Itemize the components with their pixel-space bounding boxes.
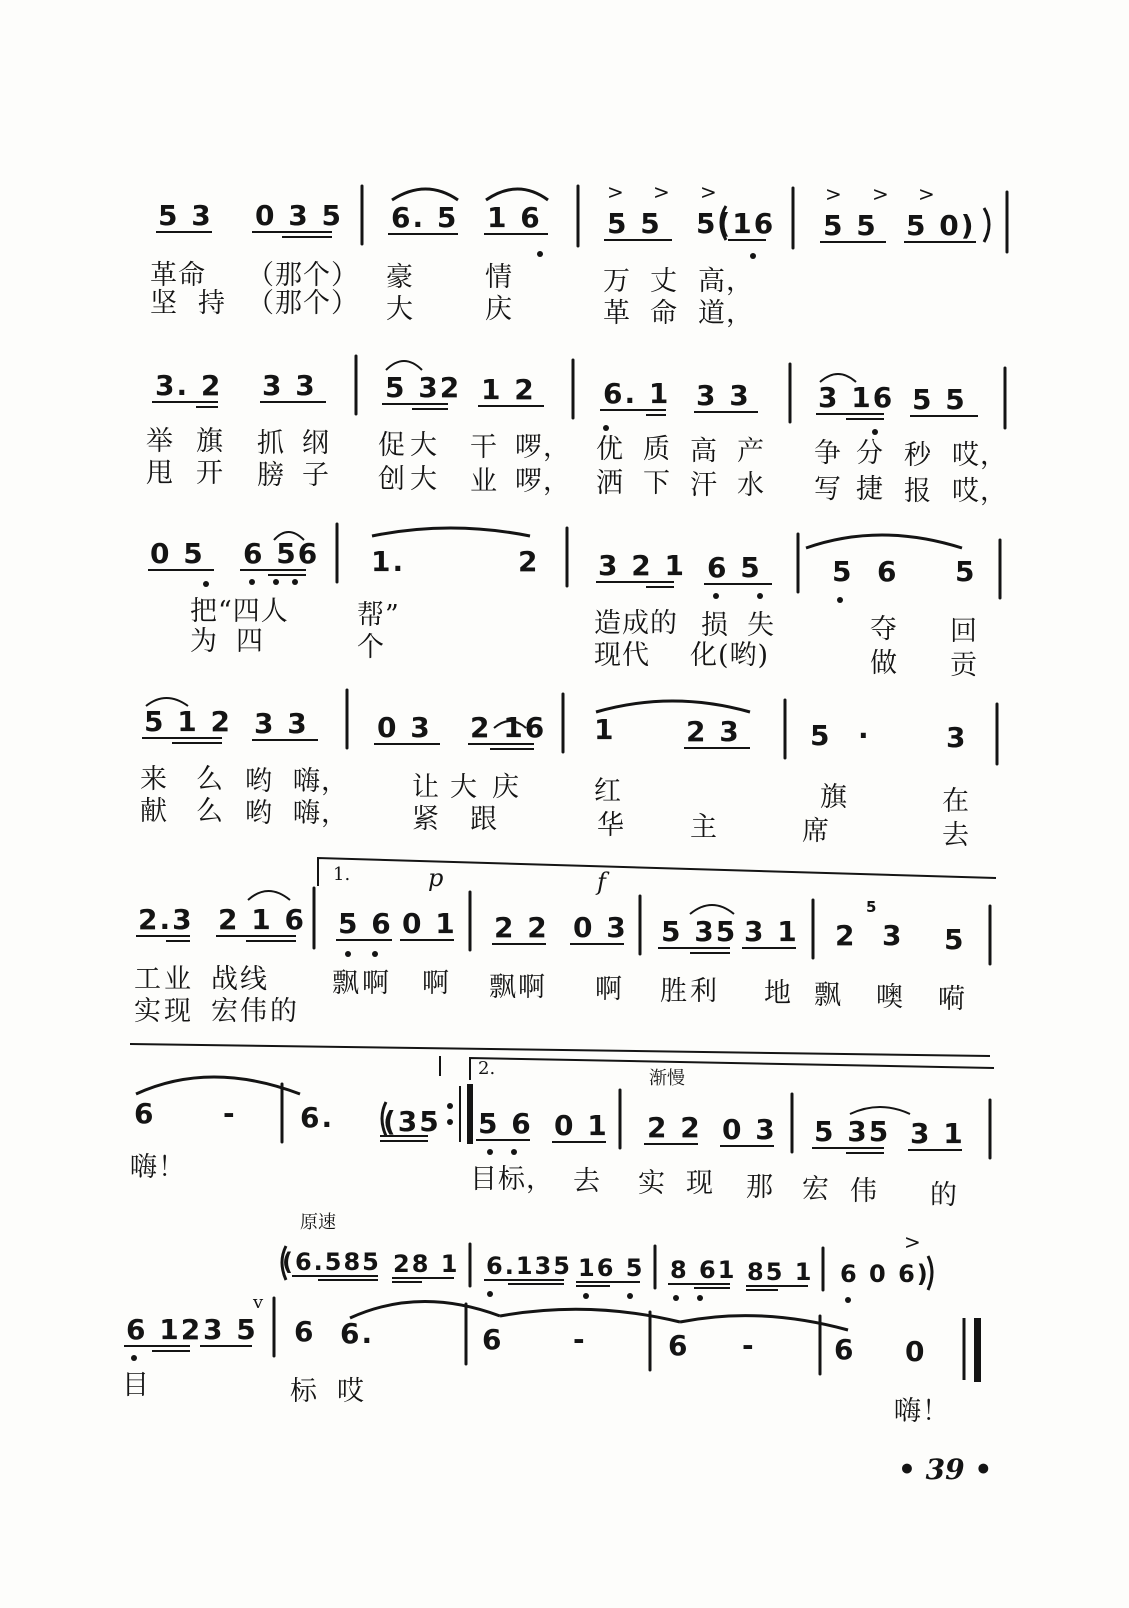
lyric: 么 bbox=[196, 796, 224, 827]
note-group: 0 5 bbox=[150, 537, 205, 570]
lyric: 报 bbox=[904, 476, 932, 507]
breath-mark: v bbox=[253, 1292, 264, 1313]
note-group: 0 1 bbox=[554, 1109, 609, 1142]
note-group: 5 5 bbox=[912, 383, 967, 416]
lyric: 汗 bbox=[690, 470, 718, 501]
lyric: 子 bbox=[302, 460, 330, 491]
note-group: 3 1 bbox=[910, 1117, 965, 1150]
lyric: 在 bbox=[942, 786, 970, 817]
lyric: 争 bbox=[814, 438, 842, 469]
note-group: - bbox=[223, 1097, 237, 1130]
lyric: 为 bbox=[190, 626, 218, 657]
note-group: (6.585 bbox=[282, 1248, 381, 1276]
note-group: 0 bbox=[905, 1335, 927, 1368]
note-group: 6 bbox=[134, 1097, 156, 1130]
lyric: 失 bbox=[747, 610, 775, 641]
note-group: 0 3 bbox=[573, 911, 628, 944]
lyric: 紧 bbox=[412, 804, 440, 835]
lyric: 献 bbox=[140, 796, 168, 827]
lyric: 实 bbox=[134, 996, 162, 1027]
note-group: 1 2 bbox=[481, 373, 536, 406]
lyric: 开 bbox=[196, 458, 224, 489]
accent-mark: > bbox=[904, 1230, 921, 1254]
lyric: 丈 bbox=[650, 266, 678, 297]
lyric: 豪 bbox=[386, 262, 414, 293]
lyric: 大 bbox=[450, 772, 478, 803]
lyric: 回 bbox=[950, 616, 978, 647]
note-group: 1 bbox=[594, 713, 616, 746]
note-group: 2 bbox=[518, 545, 540, 578]
note-group: (35 bbox=[383, 1105, 441, 1138]
note-group: 0 3 5 bbox=[255, 199, 343, 232]
lyric: 哎 bbox=[337, 1376, 365, 1407]
lyric: 纲 bbox=[302, 428, 330, 459]
lyric: 高， bbox=[698, 266, 754, 297]
note-group: 3 5 bbox=[203, 1313, 258, 1346]
lyric: 战 bbox=[211, 964, 239, 995]
lyric: 高 bbox=[690, 436, 718, 467]
lyric: 革 bbox=[603, 298, 631, 329]
tempo-mark: 渐慢 bbox=[649, 1068, 685, 1089]
note-group: 3 3 bbox=[696, 379, 751, 412]
note-group: 2 2 bbox=[494, 911, 549, 944]
lyric: 下 bbox=[643, 468, 671, 499]
note-group: 3 3 bbox=[254, 707, 309, 740]
lyric: 那 bbox=[746, 1172, 774, 1203]
note-group: 0 3 bbox=[377, 711, 432, 744]
note-group: 5(16 bbox=[696, 207, 776, 240]
note-group: 5 bbox=[832, 555, 854, 588]
lyric: 情 bbox=[485, 262, 513, 293]
lyric: 贡 bbox=[950, 650, 978, 681]
lyric: 胜 bbox=[660, 976, 688, 1007]
note-group: 6. 5 bbox=[391, 201, 459, 234]
accent-mark: > bbox=[872, 182, 889, 206]
lyric: 席 bbox=[802, 816, 830, 847]
note-group: 5 6 bbox=[338, 907, 393, 940]
lyric: 去 bbox=[573, 1166, 601, 1197]
lyric: 利 bbox=[690, 976, 718, 1007]
note-group: 6. bbox=[340, 1317, 375, 1350]
dynamic-mark: p bbox=[428, 864, 444, 892]
note-group: 6 56 bbox=[243, 537, 320, 570]
lyric: 庆 bbox=[485, 294, 513, 325]
lyric: 实 bbox=[638, 1168, 666, 1199]
lyric: 伟 bbox=[240, 996, 268, 1027]
lyric: 洒 bbox=[596, 468, 624, 499]
lyric: 把“四人 bbox=[190, 596, 289, 627]
note-group: 5 0) bbox=[906, 209, 976, 242]
barlines bbox=[274, 182, 1007, 1374]
lyric: 哎， bbox=[952, 440, 1008, 471]
lyric: 标 bbox=[290, 1376, 318, 1407]
note-group: 3 bbox=[882, 919, 904, 952]
lyric: 去 bbox=[942, 820, 970, 851]
lyric: 飘 bbox=[332, 968, 360, 999]
lyric: 造成的 bbox=[594, 608, 678, 639]
lyric: 的 bbox=[270, 996, 298, 1027]
accent-mark: > bbox=[700, 180, 717, 204]
volta-label: 1. bbox=[333, 864, 351, 885]
lyric: 膀 bbox=[257, 460, 285, 491]
note-group: 6 bbox=[294, 1315, 316, 1348]
lyric: 产 bbox=[737, 436, 765, 467]
lyric: 主 bbox=[690, 812, 718, 843]
note-group: 2 1 6 bbox=[218, 903, 306, 936]
note-group: 6. bbox=[300, 1101, 335, 1134]
lyric: 哎， bbox=[952, 476, 1008, 507]
lyric: 创 bbox=[378, 464, 406, 495]
lyric: 大 bbox=[410, 430, 438, 461]
lyric: 嗨， bbox=[293, 798, 349, 829]
note-group: 2.3 bbox=[138, 903, 194, 936]
dynamic-mark: f bbox=[597, 868, 606, 896]
lyric: 让 bbox=[412, 772, 440, 803]
octave-dots bbox=[131, 251, 878, 1361]
note-group: 5 1 2 bbox=[144, 705, 232, 738]
lyric: 工 bbox=[134, 964, 162, 995]
lyric: 甩 bbox=[146, 458, 174, 489]
note-group: 5 bbox=[810, 719, 832, 752]
volta-label: 2. bbox=[478, 1058, 496, 1079]
lyric: 旗 bbox=[820, 782, 848, 813]
lyric: 噢 bbox=[876, 982, 904, 1013]
lyric: 优 bbox=[596, 434, 624, 465]
note-group: 5 5 bbox=[823, 209, 878, 242]
lyric: 嗨！ bbox=[130, 1152, 186, 1183]
note-group: 5 6 bbox=[478, 1107, 533, 1140]
note-group: 5 35 bbox=[661, 915, 738, 948]
lyric: 做 bbox=[870, 648, 898, 679]
accent-mark: > bbox=[653, 180, 670, 204]
lyric: 业 bbox=[164, 964, 192, 995]
lyric: 宏 bbox=[211, 996, 239, 1027]
lyric: 嗬 bbox=[938, 984, 966, 1015]
lyric: 啊 bbox=[422, 968, 450, 999]
lyric: 啰， bbox=[515, 432, 571, 463]
note-group: 6 12 bbox=[126, 1313, 203, 1346]
note-group: 3 bbox=[946, 721, 968, 754]
lyric: 啊 bbox=[362, 968, 390, 999]
lyric: 目标， bbox=[470, 1164, 554, 1195]
lyric: 促 bbox=[378, 430, 406, 461]
note-group: 2 bbox=[835, 919, 857, 952]
lyric: 哟 bbox=[245, 766, 273, 797]
lyric: 分 bbox=[856, 438, 884, 469]
lyric: 哟 bbox=[245, 798, 273, 829]
lyric: 嗨！ bbox=[894, 1396, 950, 1427]
lyric: 夺 bbox=[870, 614, 898, 645]
lyric: 伟 bbox=[850, 1176, 878, 1207]
grace-note: 5 bbox=[866, 898, 877, 916]
note-group: 85 1 bbox=[747, 1258, 814, 1286]
lyric: 华 bbox=[597, 810, 625, 841]
note-group: 5 bbox=[944, 923, 966, 956]
note-group: 1. bbox=[371, 545, 406, 578]
lyric: 质 bbox=[643, 434, 671, 465]
accent-mark: > bbox=[607, 180, 624, 204]
note-group: 2 2 bbox=[647, 1111, 702, 1144]
note-group: 5 35 bbox=[814, 1115, 891, 1148]
lyric: 红 bbox=[594, 776, 622, 807]
slurs bbox=[136, 189, 962, 1330]
note-group: 5 bbox=[955, 555, 977, 588]
lyric: 庆 bbox=[492, 772, 520, 803]
note-group: 28 1 bbox=[393, 1250, 460, 1278]
lyric: 道， bbox=[698, 298, 754, 329]
lyric: 地 bbox=[764, 978, 792, 1009]
lyric: 帮” bbox=[357, 600, 400, 631]
note-group: 2 3 bbox=[686, 715, 741, 748]
beams bbox=[124, 232, 978, 1351]
lyric: 啊 bbox=[518, 972, 546, 1003]
note-group: 6 bbox=[482, 1323, 504, 1356]
lyric: 坚 bbox=[150, 288, 178, 319]
lyric: 现 bbox=[686, 1168, 714, 1199]
tempo-mark: 原速 bbox=[300, 1212, 336, 1233]
lyric: 持 bbox=[198, 288, 226, 319]
note-group: 3 16 bbox=[818, 381, 895, 414]
lyric: 嗨， bbox=[293, 766, 349, 797]
lyric: 么 bbox=[196, 764, 224, 795]
note-group: 6. 1 bbox=[603, 377, 671, 410]
note-group: 6 bbox=[877, 555, 899, 588]
lyric: 现 bbox=[164, 996, 192, 1027]
lyric: （那个） bbox=[247, 288, 359, 319]
note-group: 5 32 bbox=[385, 371, 462, 404]
note-group: 5 5 bbox=[607, 207, 662, 240]
lyric: 业 bbox=[470, 466, 498, 497]
note-group: 8 61 bbox=[670, 1256, 737, 1284]
volta-brackets bbox=[130, 858, 996, 1080]
lyric: 的 bbox=[930, 1180, 958, 1211]
lyric: 四 bbox=[236, 626, 264, 657]
lyric: 跟 bbox=[470, 804, 498, 835]
lyric: 秒 bbox=[904, 440, 932, 471]
repeat-barlines bbox=[440, 1056, 981, 1382]
accent-mark: > bbox=[825, 182, 842, 206]
lyric: 大 bbox=[410, 464, 438, 495]
lyric: 飘 bbox=[489, 972, 517, 1003]
lyric: 干 bbox=[470, 432, 498, 463]
note-group: 1 6 bbox=[487, 201, 542, 234]
lyric: 抓 bbox=[257, 428, 285, 459]
lyric: 写 bbox=[814, 474, 842, 505]
note-group: 6 bbox=[834, 1333, 856, 1366]
lyric: 捷 bbox=[856, 474, 884, 505]
accent-mark: > bbox=[918, 182, 935, 206]
note-group: 3 2 1 bbox=[598, 549, 686, 582]
note-group: 16 5 bbox=[578, 1254, 645, 1282]
note-group: 6 bbox=[668, 1329, 690, 1362]
lyric: 化(哟) bbox=[690, 640, 770, 671]
note-group: 2 16 bbox=[470, 711, 547, 744]
lyric: （那个） bbox=[247, 260, 359, 291]
lyric: 举 bbox=[146, 426, 174, 457]
note-group: 0 1 bbox=[402, 907, 457, 940]
note-group: 6 0 6) bbox=[840, 1260, 930, 1288]
lyric: 目 bbox=[122, 1370, 150, 1401]
note-group: - bbox=[742, 1329, 756, 1362]
note-group: · bbox=[858, 719, 871, 752]
note-group: 6.135 bbox=[486, 1252, 572, 1280]
lyric: 个 bbox=[357, 632, 385, 663]
note-group: 5 3 bbox=[158, 199, 213, 232]
note-group: 3 1 bbox=[744, 915, 799, 948]
note-group: 6 5 bbox=[707, 551, 762, 584]
lyric: 啰， bbox=[515, 466, 571, 497]
lyric: 革命 bbox=[150, 260, 206, 291]
note-group: - bbox=[573, 1323, 587, 1356]
note-group: 3 3 bbox=[262, 369, 317, 402]
lyric: 损 bbox=[701, 610, 729, 641]
lyric: 命 bbox=[650, 298, 678, 329]
lyric: 万 bbox=[603, 266, 631, 297]
note-group: 3. 2 bbox=[155, 369, 223, 402]
lyric: 线 bbox=[240, 964, 268, 995]
lyric: 飘 bbox=[814, 980, 842, 1011]
lyric: 大 bbox=[386, 294, 414, 325]
lyric: 宏 bbox=[802, 1174, 830, 1205]
note-group: 0 3 bbox=[722, 1113, 777, 1146]
lyric: 来 bbox=[140, 764, 168, 795]
lyric: 啊 bbox=[595, 974, 623, 1005]
lyric: 现代 bbox=[594, 640, 650, 671]
lyric: 水 bbox=[737, 470, 765, 501]
page-number: • 39 • bbox=[898, 1453, 993, 1486]
lyric: 旗 bbox=[196, 426, 224, 457]
